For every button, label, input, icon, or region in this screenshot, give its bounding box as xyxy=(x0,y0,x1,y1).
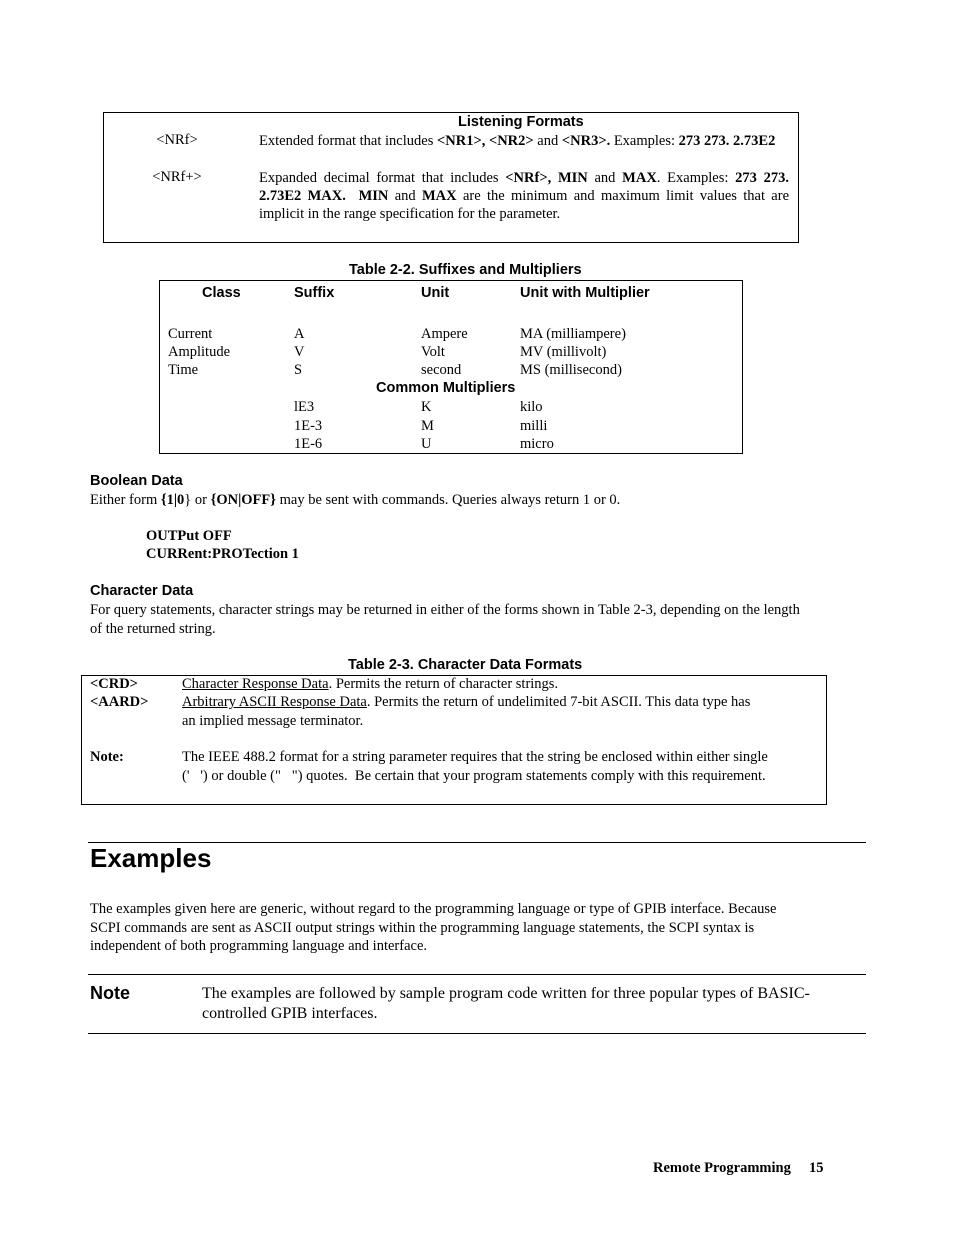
table-cell: lE3 xyxy=(294,399,315,415)
examples-paragraph-line3: independent of both programming language and interface. xyxy=(90,938,428,954)
page-number: 15 xyxy=(808,1160,824,1176)
aard-description-line2: an implied message terminator. xyxy=(182,713,364,729)
examples-heading: Examples xyxy=(90,843,212,873)
table-2-3-caption: Table 2-3. Character Data Formats xyxy=(348,657,583,673)
note-label: Note xyxy=(90,983,130,1003)
aard-link-text: Arbitrary ASCII Response Data xyxy=(182,694,367,710)
boolean-data-heading: Boolean Data xyxy=(90,473,183,489)
note-tag: Note: xyxy=(90,749,124,765)
table-cell: MV (millivolt) xyxy=(520,344,607,360)
table-cell: MS (millisecond) xyxy=(520,362,622,378)
table-cell: Ampere xyxy=(421,326,468,342)
header-unit-with-multiplier: Unit with Multiplier xyxy=(520,285,650,301)
table-cell: Volt xyxy=(421,344,445,360)
character-data-text-line1: For query statements, character strings may be returned in either of the forms shown in Table 2-3, depending on the length xyxy=(90,602,800,618)
examples-paragraph-line2: SCPI commands are sent as ASCII output strings within the programming language statements, the SCPI syntax is xyxy=(90,920,755,936)
boolean-example-1: OUTPut OFF xyxy=(146,528,232,544)
table-cell: MA (milliampere) xyxy=(520,326,626,342)
table-2-2-caption: Table 2-2. Suffixes and Multipliers xyxy=(349,262,582,278)
crd-link-text: Character Response Data xyxy=(182,676,329,692)
boolean-example-2: CURRent:PROTection 1 xyxy=(146,546,299,562)
table-cell: kilo xyxy=(520,399,543,415)
table-cell: S xyxy=(294,362,303,378)
boolean-data-text: Either form {1|0} or {ON|OFF} may be sent with commands. Queries always return 1 or 0. xyxy=(90,492,621,508)
table-cell: M xyxy=(421,418,434,434)
table-cell: second xyxy=(421,362,462,378)
character-data-text-line2: of the returned string. xyxy=(90,621,216,637)
common-multipliers-title: Common Multipliers xyxy=(376,380,516,396)
nrf-description: Extended format that includes <NR1>, <NR2> and <NR3>. Examples: 273 273. 2.73E2 xyxy=(259,133,776,149)
table-cell: milli xyxy=(520,418,548,434)
table-cell: micro xyxy=(520,436,554,452)
table-cell: 1E-3 xyxy=(294,418,323,434)
page-footer xyxy=(653,1160,823,1177)
table-cell: K xyxy=(421,399,432,415)
table-row: Current xyxy=(168,326,213,342)
note-line-1: The IEEE 488.2 format for a string parameter requires that the string be enclosed within either single xyxy=(182,749,768,765)
note-text: The examples are followed by sample program code written for three popular types of BASIC-controlled GPIB interfaces. xyxy=(202,985,810,1022)
crd-tag: <CRD> xyxy=(90,676,138,692)
header-suffix: Suffix xyxy=(294,285,335,301)
footer-section: Remote Programming xyxy=(653,1160,791,1176)
table-cell: Amplitude xyxy=(168,344,231,360)
nrf-tag: <NRf> xyxy=(156,132,198,148)
table-cell: U xyxy=(421,436,432,452)
nrf-plus-tag: <NRf+> xyxy=(152,169,202,185)
table-cell: Time xyxy=(168,362,199,378)
aard-tag: <AARD> xyxy=(90,694,149,710)
crd-description: Character Response Data. Permits the return of character strings. xyxy=(182,676,559,692)
header-unit: Unit xyxy=(421,285,450,301)
table-cell: A xyxy=(294,326,305,342)
note-divider-bottom xyxy=(88,1033,866,1034)
examples-paragraph-line1: The examples given here are generic, without regard to the programming language or type of GPIB interface. Because xyxy=(90,901,777,917)
aard-description: Arbitrary ASCII Response Data. Permits the return of undelimited 7-bit ASCII. This data type has xyxy=(182,694,751,710)
character-data-heading: Character Data xyxy=(90,583,194,599)
note-line-2: (' ') or double (" ") quotes. Be certain that your program statements comply with this requirement. xyxy=(182,768,766,784)
table-cell: V xyxy=(294,344,305,360)
table-cell: 1E-6 xyxy=(294,436,323,452)
nrf-plus-description: Expanded decimal format that includes <NRf>, MIN and MAX. Examples: 273 273. 2.73E2 MAX. MIN and MAX are the minimum and maximum limit values that are implicit in the range specification for the parameter. xyxy=(259,170,790,222)
listening-formats-title: Listening Formats xyxy=(458,114,584,130)
note-divider-top xyxy=(88,974,866,975)
header-class: Class xyxy=(202,285,241,301)
